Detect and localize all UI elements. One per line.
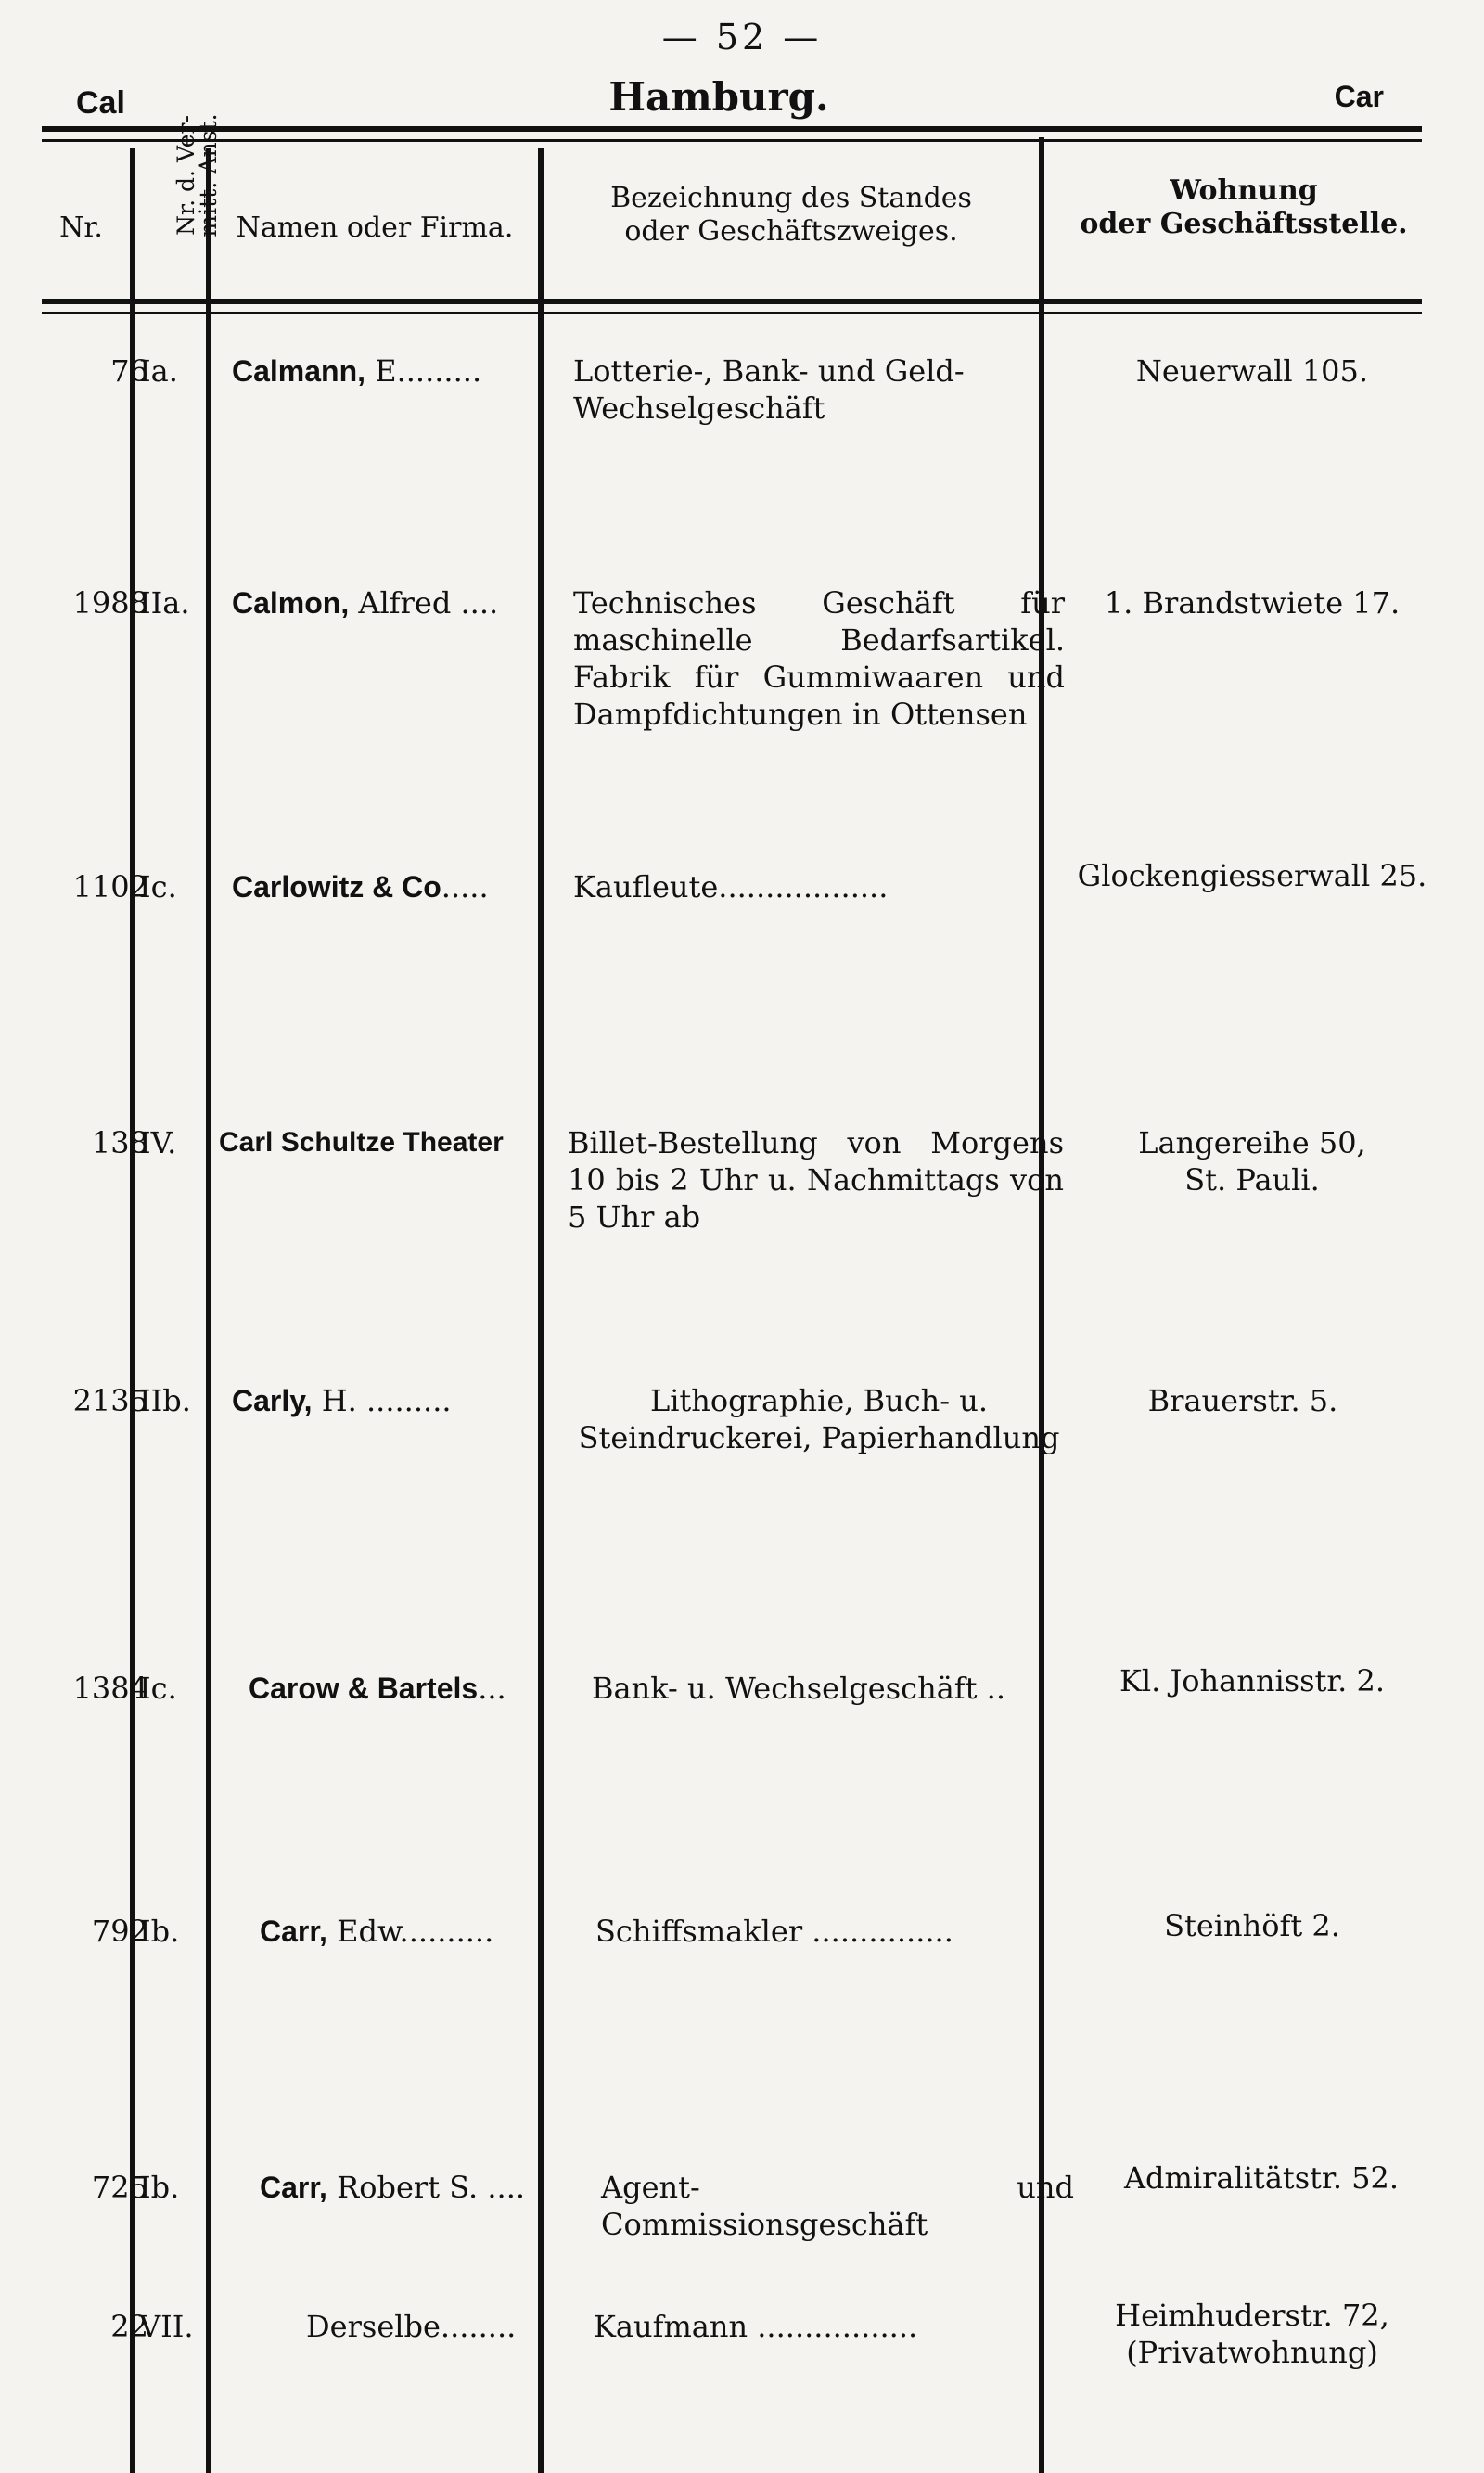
entry-number: 1102 [72,869,148,904]
entry-number: 1988 [72,585,148,621]
entry-description: Agent- und Commissionsgeschäft [601,2170,1074,2242]
entry-name: Carlowitz & Co..... [232,869,489,904]
entry-address: Langereihe 50, St. Pauli. [1138,1125,1366,1198]
entry-description: Lithographie, Buch- u. Steindruckerei, Papierhandlung [578,1383,1060,1455]
entry-number: 22 [110,2309,148,2344]
page-number: — 52 — [661,17,823,58]
column-header-name: Namen oder Firma. [236,211,514,244]
page-title: Hamburg. [608,74,829,120]
entry-description: Bank- u. Wechselgeschäft .. [592,1671,1005,1706]
entry-address: 1. Brandstwiete 17. [1104,585,1401,621]
entry-class: Ic. [139,1671,177,1706]
header-right-keyword: Car [1334,80,1384,113]
column-header-nr: Nr. [59,211,103,244]
entry-class: Ia. [139,353,178,389]
entry-class: Ib. [139,1914,180,1949]
entry-address: Brauerstr. 5. [1147,1383,1338,1418]
entry-name: Carow & Bartels... [249,1671,506,1706]
entry-number: 1384 [72,1671,148,1706]
entry-address: Heimhuderstr. 72, (Privatwohnung) [1115,2298,1389,2370]
entry-description: Lotterie-, Bank- und Geld- Wechselgeschäft [573,353,965,426]
entry-description: Kaufleute.................. [573,869,889,904]
entry-name: Carr, Robert S. .... [260,2170,526,2205]
entry-address: Kl. Johannisstr. 2. [1119,1663,1386,1698]
column-header-vermitt: Nr. d. Ver- mitt.-Anst. [173,113,222,237]
entry-name: Calmon, Alfred .... [232,585,499,621]
entry-address: Glockengiesserwall 25. [1077,858,1427,893]
table-row [0,584,1484,807]
entry-number: 138 [91,1125,148,1160]
header-left-keyword: Cal [76,85,125,121]
table-row [0,352,1484,538]
table-row [0,1908,1484,1968]
table-row [0,1124,1484,1254]
entry-class: IV. [139,1125,177,1160]
column-header-wohnung: Wohnung oder Geschäftsstelle. [1080,174,1408,240]
entry-description: Kaufmann ................. [594,2309,918,2344]
entry-name: Derselbe........ [306,2309,517,2344]
entry-number: 792 [91,1914,148,1949]
entry-number: 76 [110,353,148,389]
entry-number: 2135 [72,1383,148,1418]
table-row [0,2298,1484,2401]
column-header-stand: Bezeichnung des Standes oder Geschäftszweiges. [610,182,972,248]
column-header-rule [42,299,1422,304]
entry-name: Carr, Edw.......... [260,1914,494,1949]
table-row [0,2160,1484,2262]
table-row [0,1663,1484,1725]
entry-description: Billet-Bestellung von Morgens 10 bis 2 Uhr u. Nachmittags von 5 Uhr ab [568,1125,1064,1235]
entry-name: Carl Schultze Theater [219,1127,504,1158]
header-rule-thin [42,139,1422,142]
entry-class: Ib. [139,2170,180,2205]
entry-address: Admiralitätstr. 52. [1123,2160,1400,2196]
entry-name: Carly, H. ......... [232,1383,452,1418]
entry-class: VII. [139,2309,194,2344]
table-row [0,1382,1484,1475]
entry-description: Schiffsmakler ............... [595,1914,953,1949]
entry-class: IIa. [139,585,190,621]
header-rule-top [42,126,1422,132]
entry-class: IIb. [139,1383,191,1418]
entry-class: Ic. [139,869,177,904]
entry-address: Neuerwall 105. [1135,353,1369,389]
entry-description: Technisches Geschäft für maschinelle Bedarfsartikel. Fabrik für Gummiwaaren und Dampfdichtungen in Ottensen [573,585,1065,732]
table-row [0,858,1484,924]
entry-name: Calmann, E......... [232,353,482,389]
entry-address: Steinhöft 2. [1164,1908,1340,1943]
entry-number: 725 [91,2170,148,2205]
column-header-rule-thin [42,312,1422,314]
